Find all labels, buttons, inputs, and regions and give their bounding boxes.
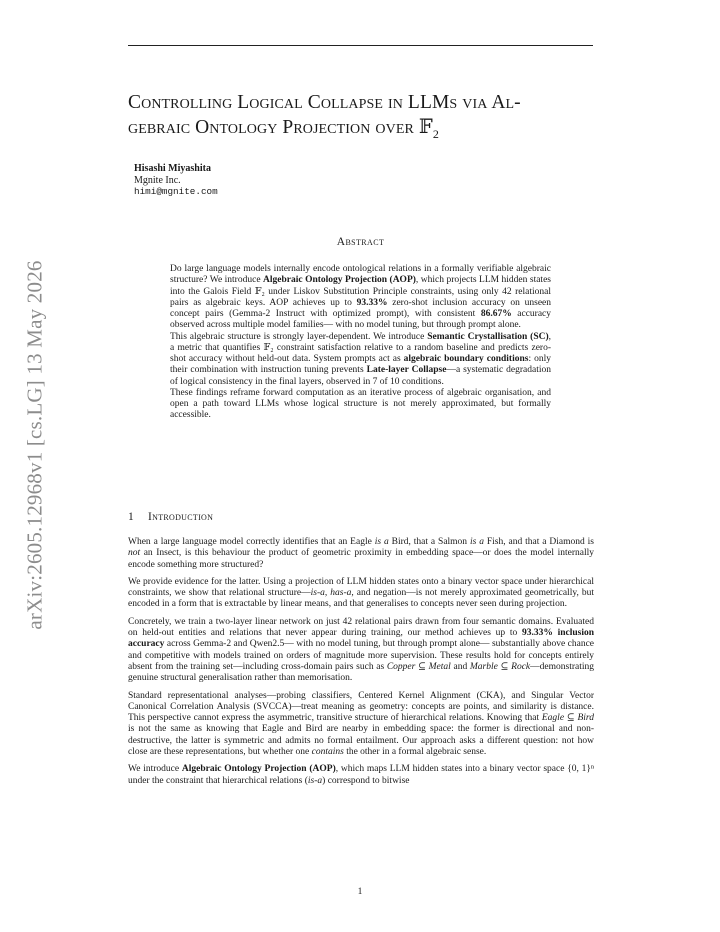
header-rule bbox=[128, 45, 593, 46]
intro-text: Fish, and that a Diamond is bbox=[483, 537, 594, 547]
section-number: 1 bbox=[128, 511, 135, 523]
abstract-text: : only their combination with instruction tuning prevents bbox=[170, 354, 551, 376]
abstract-paragraph-3: These findings reframe forward computation as an iterative process of algebraic organisation, and open a path toward LLMs whose logical structure is not merely approximated, but formally accessible. bbox=[170, 387, 551, 421]
intro-text: the other in a formal algebraic sense. bbox=[343, 747, 487, 758]
abstract-text: , a metric that quantifies 𝔽₂ constraint satisfaction relative to a random baseline and predicts zero-shot accuracy without held-out data. System prompts act as bbox=[170, 331, 551, 364]
abstract-text: accuracy observed across multiple model families— with no model tuning, but through prompt alone. bbox=[170, 309, 552, 331]
intro-text: Standard representational analyses—probing classifiers, Centered Kernel Alignment (CKA), and Singular Vector Canonical Correlation Analysis (SVCCA)—treat meaning as geometry: concepts are points, and similarity is distance. This perspective cannot express the asymmetric, transitive structure of hierarchical relations. Knowing that bbox=[128, 690, 594, 724]
author-email: himi@mgnite.com bbox=[134, 186, 218, 198]
author-affiliation: Mgnite Inc. bbox=[134, 174, 181, 186]
abstract-heading: Abstract bbox=[336, 236, 385, 248]
title-line-1: Controlling Logical Collapse in LLMs via Al- bbox=[128, 92, 521, 113]
intro-text: We provide evidence for the latter. Using a projection of LLM hidden states onto a binary vector space under hierarchical constraints, we show that relational structure— bbox=[128, 576, 594, 599]
author-name: Hisashi Miyashita bbox=[134, 163, 211, 174]
paper-title bbox=[128, 90, 598, 147]
intro-emph: Copper ⊆ Metal bbox=[386, 661, 451, 672]
abstract-text: Do large language models internally encode ontological relations in a formally verifiable algebraic structure? We introduce bbox=[170, 264, 551, 286]
abstract-paragraph-2 bbox=[170, 332, 551, 388]
intro-emph: has-a bbox=[330, 588, 352, 599]
abstract-accuracy-best: 93.33% bbox=[356, 297, 388, 308]
intro-text: —demonstrating genuine structural generalisation rather than memorisation. bbox=[128, 661, 594, 684]
intro-emph: Marble ⊆ Rock bbox=[469, 661, 531, 672]
arxiv-identifier: arXiv:2605.12968v1 [cs.LG] 13 May 2026 bbox=[22, 260, 47, 630]
intro-emph: is-a bbox=[310, 588, 325, 599]
intro-emph: Eagle ⊆ Bird bbox=[541, 713, 595, 724]
abstract-term-aop: Algebraic Ontology Projection (AOP) bbox=[263, 275, 416, 286]
intro-text: ) correspond to bitwise bbox=[322, 775, 410, 786]
abstract-text: This algebraic structure is strongly layer-dependent. We introduce bbox=[170, 331, 428, 342]
intro-emph: not bbox=[128, 548, 141, 559]
introduction-body bbox=[128, 537, 594, 793]
intro-emph: is-a bbox=[307, 775, 323, 786]
title-subscript: 2 bbox=[432, 126, 439, 141]
abstract-term-boundary: algebraic boundary conditions bbox=[403, 354, 529, 364]
intro-text: , bbox=[324, 588, 331, 599]
intro-text: , and negation—is not merely approximated geometrically, but encoded in a form that is extractable by linear means, and that generalises to concepts never seen during projection. bbox=[128, 588, 594, 610]
intro-accuracy: 93.33% inclusion accuracy bbox=[128, 628, 594, 650]
intro-paragraph-5 bbox=[128, 764, 594, 787]
intro-paragraph-3 bbox=[128, 617, 594, 685]
intro-text: and bbox=[450, 661, 470, 672]
section-heading bbox=[128, 511, 213, 523]
intro-term-aop: Algebraic Ontology Projection (AOP) bbox=[181, 764, 336, 775]
arxiv-sidebar bbox=[5, 255, 65, 635]
intro-text: , which maps LLM hidden states into a binary vector space {0, 1}ⁿ under the constraint that hierarchical relations ( bbox=[128, 764, 594, 786]
page-number: 1 bbox=[357, 887, 363, 897]
abstract-paragraph-1 bbox=[170, 264, 551, 332]
intro-text: an Insect, is this behaviour the product of geometric proximity in embedding space—or does the model internally encode something more structured? bbox=[128, 548, 594, 570]
abstract-body bbox=[170, 264, 551, 422]
intro-emph: is a bbox=[469, 537, 484, 547]
abstract-term-collapse: Late-layer Collapse bbox=[366, 365, 447, 376]
intro-emph: contains bbox=[311, 747, 344, 758]
section-title: Introduction bbox=[148, 511, 214, 523]
intro-emph: is a bbox=[374, 537, 389, 547]
intro-text: Bird, that a Salmon bbox=[388, 537, 470, 547]
title-line-2: gebraic Ontology Projection over 𝔽 bbox=[128, 117, 433, 138]
abstract-text: , which projects LLM hidden states into the Galois Field 𝔽₂ under Liskov Substitution Principle constraints, using only 42 relational pairs as algebraic keys. AOP achieves up to bbox=[170, 275, 551, 308]
author-block bbox=[134, 163, 218, 198]
abstract-text: —a systematic degradation of logical consistency in the final layers, observed in 7 of 10 conditions. bbox=[170, 365, 552, 387]
abstract-accuracy-consistent: 86.67% bbox=[480, 309, 512, 319]
abstract-term-sc: Semantic Crystallisation (SC) bbox=[427, 331, 549, 342]
intro-text: Concretely, we train a two-layer linear network on just 42 relational pairs drawn from four semantic domains. Evaluated on held-out entities and relations that never appear during training, our method achieves up to bbox=[128, 616, 594, 639]
intro-text: across Gemma-2 and Qwen2.5— with no model tuning, but through prompt alone— substantially above chance and competitive with models trained on orders of magnitude more supervision. These results hold for concepts entirely absent from the training set—including cross-domain pairs such as bbox=[128, 639, 594, 672]
intro-text: When a large language model correctly identifies that an Eagle bbox=[128, 537, 375, 547]
intro-paragraph-4 bbox=[128, 691, 594, 759]
abstract-text: zero-shot inclusion accuracy on unseen concept pairs (Gemma-2 Instruct with optimized prompt), with consistent bbox=[170, 297, 552, 319]
intro-paragraph-1 bbox=[128, 537, 594, 571]
intro-text: is not the same as knowing that Eagle and Bird are nearby in embedding space: the former is directional and non-destructive, the latter is symmetric and admits no formal entailment. Our approach asks a different question: not how close are these representations, but whether one bbox=[128, 724, 594, 758]
intro-text: We introduce bbox=[128, 764, 182, 775]
intro-paragraph-2 bbox=[128, 577, 594, 611]
